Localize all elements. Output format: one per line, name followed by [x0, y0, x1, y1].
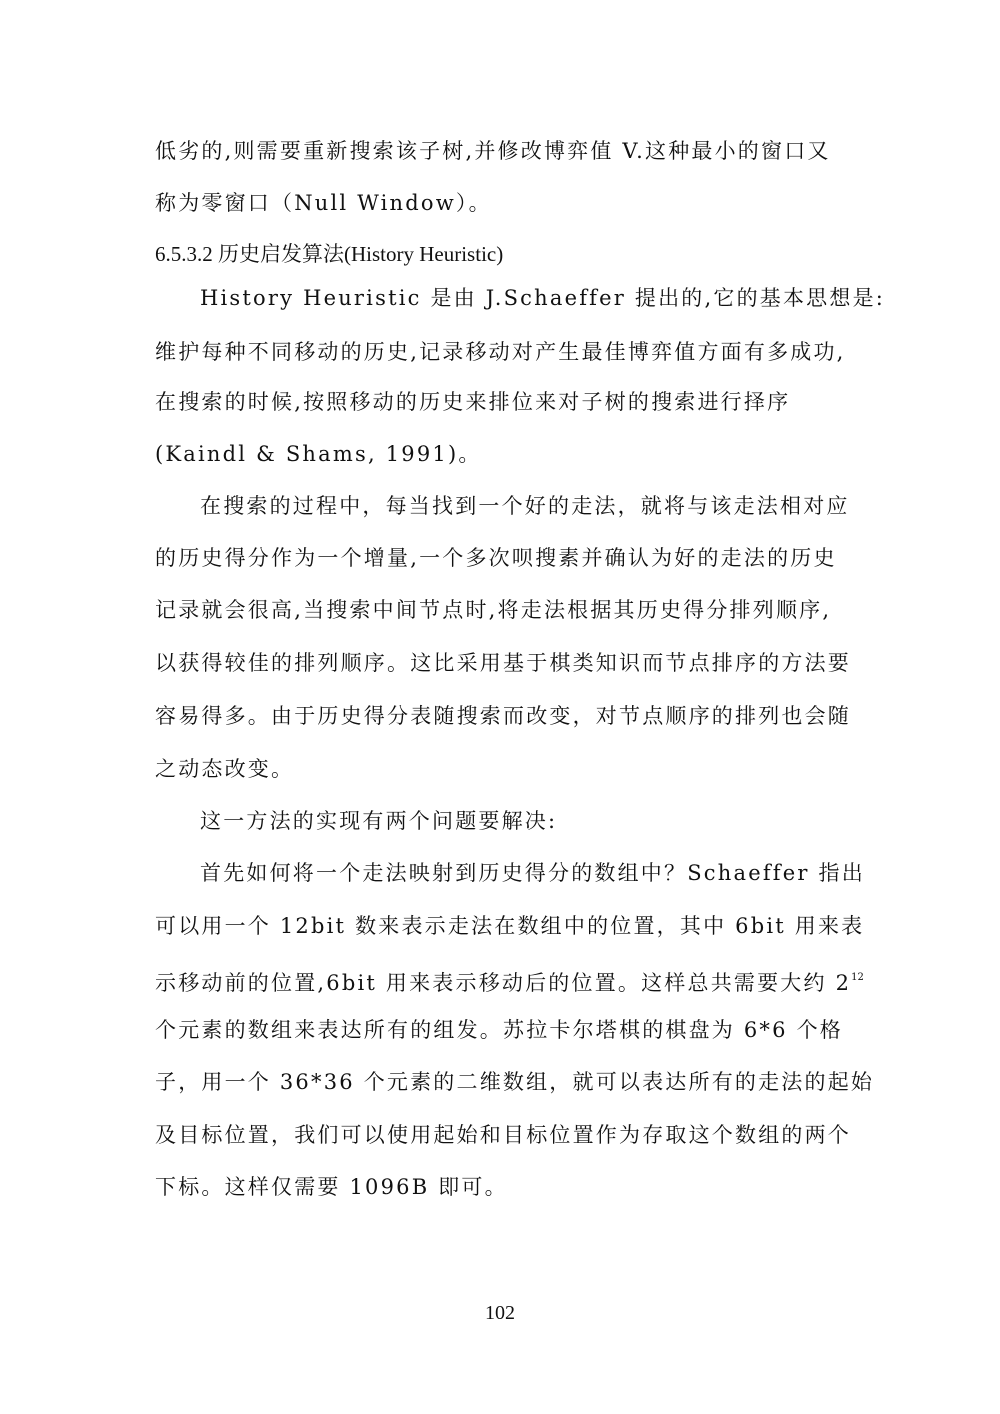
text-line: 在搜索的过程中，每当找到一个好的走法，就将与该走法相对应 — [200, 494, 850, 518]
text-line: 以获得较佳的排列顺序。这比采用基于棋类知识而节点排序的方法要 — [155, 651, 851, 675]
text-line: 记录就会很高,当搜索中间节点时,将走法根据其历史得分排列顺序, — [155, 598, 832, 622]
text-line-content: 示移动前的位置,6bit 用来表示移动后的位置。这样总共需要大约 2 — [155, 971, 852, 995]
text-line: 这一方法的实现有两个问题要解决: — [200, 809, 558, 833]
text-line: 可以用一个 12bit 数来表示走法在数组中的位置，其中 6bit 用来表 — [155, 914, 865, 938]
text-line: 容易得多。由于历史得分表随搜索而改变，对节点顺序的排列也会随 — [155, 704, 851, 728]
page-number: 102 — [485, 1302, 515, 1324]
text-line: 下标。这样仅需要 1096B 即可。 — [155, 1175, 508, 1199]
text-line: 及目标位置，我们可以使用起始和目标位置作为存取这个数组的两个 — [155, 1123, 851, 1147]
text-line: (Kaindl & Shams, 1991)。 — [155, 442, 482, 466]
text-line: 维护每种不同移动的历史,记录移动对产生最佳博弈值方面有多成功, — [155, 340, 846, 364]
text-line — [155, 963, 864, 998]
text-line: 个元素的数组来表达所有的组发。苏拉卡尔塔棋的棋盘为 6*6 个格 — [155, 1018, 843, 1042]
text-line: 在搜索的时候,按照移动的历史来排位来对子树的搜索进行择序 — [155, 390, 791, 414]
text-line: 的历史得分作为一个增量,一个多次呗搜素并确认为好的走法的历史 — [155, 546, 837, 570]
text-line: 称为零窗口（Null Window）。 — [155, 191, 492, 215]
text-line: 首先如何将一个走法映射到历史得分的数组中？Schaeffer 指出 — [200, 861, 865, 885]
text-line: 子，用一个 36*36 个元素的二维数组，就可以表达所有的走法的起始 — [155, 1070, 875, 1094]
text-line: History Heuristic 是由 J.Schaeffer 提出的,它的基本思想是: — [200, 286, 886, 310]
text-line: 之动态改变。 — [155, 757, 295, 781]
text-line: 低劣的,则需要重新搜索该子树,并修改博弈值 V.这种最小的窗口又 — [155, 139, 831, 163]
superscript: 12 — [851, 972, 864, 983]
section-heading: 6.5.3.2 历史启发算法(History Heuristic) — [155, 242, 504, 266]
